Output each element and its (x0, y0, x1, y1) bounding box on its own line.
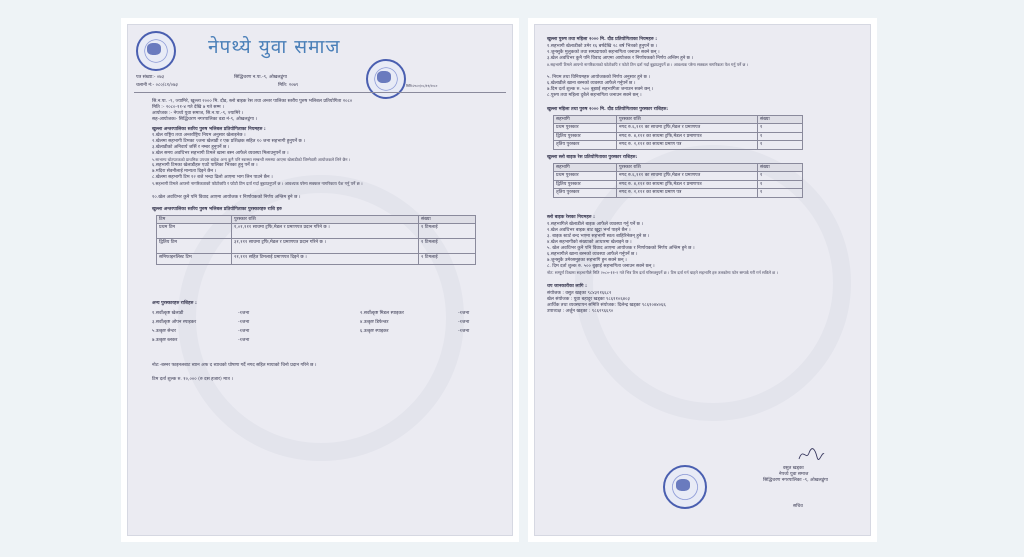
contact-line: उपाध्यक्ष : अर्जुन खड्का : ९८६२९६६९० (547, 309, 614, 314)
document-page-1 (127, 24, 513, 536)
rule-item: ६.सहभागीले खाना बस्नको व्यवस्था आफैले गर्नुपर्ने छ । (547, 252, 638, 257)
prize-heading: खुल्ला अन्तरपालिका स्तरिय पुरुष भलिबल प्रतियोगिताका पुरस्कारहरु राशि हरु (152, 207, 282, 212)
rule-item: ५.साभाग्य चोटपटकको प्राथमिक उपचार बाहेक अन्य कुनै पनि स्वास्थ्य सम्बन्धी समस्या आएमा खेलाडीको जिम्मेवारी आयोजकले लिने छैन । (152, 157, 351, 162)
prize-table (156, 215, 476, 265)
header-location: सिद्धिचरण न.पा.-९, ओखलढुंगा (234, 75, 287, 80)
table-cell: द्वितिय टिम (157, 239, 232, 254)
other-prize-count: -१जना (238, 338, 250, 343)
rule-item: २.खेलमा सहभागी टिमका ९जना खेलाडी र एक प्रशिक्षक सहित १० जना सहभागी हुनुपर्ने छ । (152, 139, 305, 144)
signatory-address: सिद्धिचरण नगरपालिका -९, ओखलढुंगा (763, 478, 828, 483)
rule-item: १.सहभागी खेलाडीको उमेर १६ बर्षदेखि २८ बर्ष भित्रको हुनुपर्ने छ । (547, 44, 658, 49)
table-header-row (157, 216, 476, 224)
rule-item: १०.खेल अवधिभर कुनै पनि विवाद आएमा आयोजक र निर्णायकको निर्णय अन्तिम हुने छ । (152, 195, 301, 200)
note-text: नोट: सम्पूर्ण विधामा सहभागीले मिति २०८०-११-२ गते भित्र टिम दर्ता गरिसक्नुपर्ने छ । टिम दर्ता गर्न चाहने सहभागि हरु तलकोमा फोन सम्पर्क गरी गर्न सकिने छ । (547, 270, 778, 275)
intro-line: सि.न.पा. -९, ज्यामिरे, खुल्ला २००० मि. दौड, स्लो बाइक रेस तथा अन्तर पालिका स्तरीय पुरुष भलिबल प्रतियोगिता २०८० (152, 99, 353, 104)
table-cell: द्वितिय पुरस्कार (554, 132, 617, 140)
table-cell: १ टिमलाई (419, 224, 476, 239)
document-page-2 (534, 24, 871, 536)
table-cell: तृतिय पुरस्कार (554, 141, 617, 149)
official-seal-stamp (663, 465, 707, 509)
contact-heading: थप जानकारीका लागि : (547, 284, 587, 289)
column-header: टिम (157, 216, 232, 224)
table-cell: प्रथम टिम (157, 224, 232, 239)
column-header: पुरस्कार राशि (617, 116, 758, 124)
other-prize-item: १.सर्वोत्कृष्ट खेलाडी (152, 311, 184, 316)
rule-item: ७.दिम दर्ता शुल्क रु. ५०० बुझाई सहभागिता जनाउन सक्ने छन् । (547, 87, 654, 92)
rule-item: २.जुनसुकै मुलुकको तथा सम्प्रदायको सहभागिता जनाउन सक्ने छन् । (547, 50, 660, 55)
race-rules-heading: खुल्ला पुरुष तथा महिला २००० मि. दौड प्रतियोगिताका नियमहरु : (547, 37, 658, 42)
rule-item: ८.खेलमा सहभागी टिम १२ बजे भन्दा ढिलो आएमा भाग लिन पाउने छैन । (152, 175, 273, 180)
rule-item: ४.खेल समय अवधिभर सहभागी टिमले खाना बस्न आफैले व्यवस्था मिलाउनुपर्ने छ । (152, 151, 289, 156)
table-cell: नगद रु. ४,१११ का साथमा ट्रफि,मेडल र प्रमाणपत्र (617, 180, 758, 188)
race-prize-heading: खुल्ला महिला तथा पुरुष २००० मि. दौड प्रतियोगिताका पुरस्कार राशिहरु: (547, 107, 669, 112)
dispatch-number: चलानी नं:- ०८०/८१/०७३ (136, 83, 178, 88)
other-prizes-heading: अन्य पुरस्कारहरु राशिहरु : (152, 301, 197, 306)
handwritten-signature (797, 445, 825, 463)
table-cell: नगद रु. २,१११ का साथमा प्रमाण पत्र (617, 141, 758, 149)
table-header-row (554, 116, 803, 124)
table-cell: १ (758, 189, 803, 197)
rule-item: ५. नियम तथा विनियमहरु आयोजकको निर्णय अनुसार हुने छ । (547, 75, 651, 80)
contact-line: आर्थिक तथा व्यवस्थापन समिति संयोजक: दिलेन्द्र खड्का ९८६१०४४०६६ (547, 303, 666, 308)
rule-item: ४.खेल सहभागीको संख्याको आधारमा खेलाइने छ । (547, 240, 632, 245)
column-header: संख्या (758, 116, 803, 124)
letter-number: पत्र संख्या:- ०७३ (136, 75, 165, 80)
table-row (157, 224, 476, 239)
other-prize-count: -१जना (458, 311, 470, 316)
rule-item: ७.जुनसुकै उमेरसमुहका सहभागि हुन सक्ने छन् । (547, 258, 627, 263)
column-header: पुरस्कार राशि (617, 164, 758, 172)
other-prize-item: ३.सर्वोत्कृष्ट ओपन स्पाइकर (152, 320, 197, 325)
table-row (554, 141, 803, 149)
rule-item: ३.खेल अवधिभर कुनै पनि विवाद आएमा आयोजक र निर्णायकको निर्णय अन्तिम हुने छ । (547, 56, 694, 61)
table-cell: २१,१११ सहित टिमलाई प्रमाणपत्र दिइने छ । (232, 254, 419, 265)
other-prize-count: -१जना (238, 329, 250, 334)
column-header: सहभागि (554, 164, 617, 172)
table-cell: १ टिमलाई (419, 239, 476, 254)
rule-item: ८. दिम दर्ता शुल्क रु. ५०० बुझाई सहभागिता जनाउन सक्ने छन् । (547, 264, 655, 269)
rule-item: ४.सहभागी टिमले आफ्नो नागरिकताको फोटोकपि र फोटो टिम दर्ता गर्दा बुझाउनुपर्ने छ । आवश्यक परेमा सक्कल नागरिकता पेश गर्नु पर्ने छ । (547, 62, 749, 67)
table-row (554, 172, 803, 180)
table-cell: २ टिमलाई (419, 254, 476, 265)
other-prize-item: ७.उत्कृष्ट ब्लकर (152, 338, 178, 343)
table-cell: १ (758, 172, 803, 180)
contact-line: खेल संयोजक : युवा बहादुर खड्का ९८६११०६४०३ (547, 297, 630, 302)
table-cell: १ (758, 141, 803, 149)
bike-prize-heading: खुल्ला स्लो बाइक रेस प्रतियोगिताका पुरस्कार राशिहरु: (547, 155, 638, 160)
table-cell: १ (758, 132, 803, 140)
table-cell: नगद रु. ४,१११ का साथमा ट्रफि,मेडल र प्रमाणपत्र (617, 132, 758, 140)
table-cell: द्वितिय पुरस्कार (554, 180, 617, 188)
registration-fee: टिम दर्ता शुल्क रु. १०,००० (रु दस हजार) मात्र । (152, 377, 233, 382)
header-divider (134, 92, 506, 93)
column-header: सहभागि (554, 116, 617, 124)
table-cell: नगद रु.६,१११ का साथमा ट्रफि,मेडल र प्रमाणपत्र (617, 124, 758, 132)
organization-logo (136, 31, 176, 71)
intro-line: सह-आयोजकः- सिद्धिचरण नगरपालिका वडा नं-९, ओखलढुंगा । (152, 117, 258, 122)
table-row (554, 180, 803, 188)
other-prize-count: -१जना (238, 320, 250, 325)
rule-item: १.सहभागिले खेलाडीले बाइक आफैले व्यवस्था गर्नु पर्ने छ । (547, 222, 644, 227)
other-prize-count: -१जना (458, 320, 470, 325)
rule-item: ८.पुरुष तथा महिला दुबैले सहभागिता जनाउन सक्ने छन् । (547, 93, 642, 98)
rule-item: २.खेल अवधिभर बाइक बाट खुट्टा भर्ना पाइने छैन । (547, 228, 631, 233)
rule-item: ९.सहभागी टिमले आफ्नो नागरिकताको फोटोकपि र फोटो टिम दर्ता गर्दा बुझाउनुपर्ने छ । आवश्यक परेमा सक्कल नागरिकता पेश गर्नु पर्ने छ । (152, 181, 363, 186)
other-prize-item: ६.उत्कृष्ट स्पाइकर (360, 329, 389, 334)
column-header: संख्या (419, 216, 476, 224)
official-seal-stamp (366, 59, 406, 99)
header-date: मिति: २०७९ (278, 83, 299, 88)
header-right-date: मिति:२०८०/०८/११/२०८० (406, 84, 438, 88)
table-cell: नगद रु.६,१११ का साथमा ट्रफि,मेडल र प्रमाणपत्र (617, 172, 758, 180)
rule-item: १.खेल राष्ट्रिय तथा अन्तर्राष्ट्रिय नियम अनुसार खेलाइनेछ । (152, 133, 246, 138)
rule-item: ३. बाइक स्टार्ट बन्द भएमा सहभागी स्वतः बाहिरिनेछन् हुने छ । (547, 234, 650, 239)
table-cell: १,०१,१११ साथमा ट्रफि,मेडल र प्रमाणपत्र प्रदान गरिने छ । (232, 224, 419, 239)
table-cell: १ (758, 124, 803, 132)
rule-item: ७.मदिरा सेवनीलाई मान्यता दिइने छैन । (152, 169, 217, 174)
other-prize-item: २.सर्वोत्कृष्ट मिडल स्पाइकर (360, 311, 404, 316)
table-header-row (554, 164, 803, 172)
bike-rules-heading: स्लो बाइक रेसका नियमहरु : (547, 215, 595, 220)
table-cell: प्रथम पुरस्कार (554, 124, 617, 132)
org-title: नेपथ्ये युवा समाज (208, 36, 341, 58)
table-cell: १ (758, 180, 803, 188)
intro-line: मिति :- २०८०-११-४ गते देखि ७ गते सम्म । (152, 105, 224, 110)
note-text: नोट:-बस्नर फाइनलबाट ब्यान अफ द ब्याचको घोषणा गर्दै नगद सहित मायाको चिनो प्रदान गरिने छ । (152, 363, 317, 368)
signatory-name: वसुत खड्का (783, 466, 804, 471)
other-prize-count: -१जना (238, 311, 250, 316)
rule-item: ६.खेलाडीले खाना बस्नको व्यवस्था आफैले गर्नुपर्ने छ । (547, 81, 636, 86)
table-cell: नगद रु. २,१११ का साथमा प्रमाण पत्र (617, 189, 758, 197)
rules-heading: खुल्ला अन्तरपालिका स्तरिय पुरुष भलिबल प्रतियोगिताका नियमहरु : (152, 127, 266, 132)
table-row (157, 239, 476, 254)
rule-item: ५. खेल अवधिभर कुनै पनि विवाद आएमा आयोजक र निर्णायकको निर्णय अन्तिम हुने छ । (547, 246, 695, 251)
table-cell: समिफाइनलिस्ट टिम (157, 254, 232, 265)
bike-prize-table (553, 163, 803, 198)
contact-line: संयोजक : वसुत खड्का ९८४३११६६८२ (547, 291, 612, 296)
table-cell: तृतिय पुरस्कार (554, 189, 617, 197)
column-header: संख्या (758, 164, 803, 172)
race-prize-table (553, 115, 803, 150)
table-cell: ३१,१११ साथमा ट्रफि,मेडल र प्रमाणपत्र प्रदान गरिने छ । (232, 239, 419, 254)
table-row (554, 189, 803, 197)
table-cell: प्रथम पुरस्कार (554, 172, 617, 180)
table-row (554, 124, 803, 132)
signatory-role: सचिव (793, 504, 803, 509)
rule-item: ३.खेलाडीको अनिवार्य जर्सि र नम्बर हुनुपर्ने छ । (152, 145, 230, 150)
table-row (554, 132, 803, 140)
column-header: पुरस्कार राशि (232, 216, 419, 224)
other-prize-item: ४.उत्कृष्ट डिफेन्डर (360, 320, 389, 325)
rule-item: ६.सहभागी टिमका खेलाडीहरु एउटै पालिका भित्रका हुनु पर्ने छ । (152, 163, 258, 168)
signatory-org: नेपथ्ये युवा समाज (779, 472, 809, 477)
other-prize-item: ५.उत्कृष्ट सेन्टर (152, 329, 177, 334)
other-prize-count: -१जना (458, 329, 470, 334)
intro-line: आयोजक :- नेपथ्ये युवा समाज, सि.न.पा.-९, ज्यामिरे । (152, 111, 244, 116)
table-row (157, 254, 476, 265)
